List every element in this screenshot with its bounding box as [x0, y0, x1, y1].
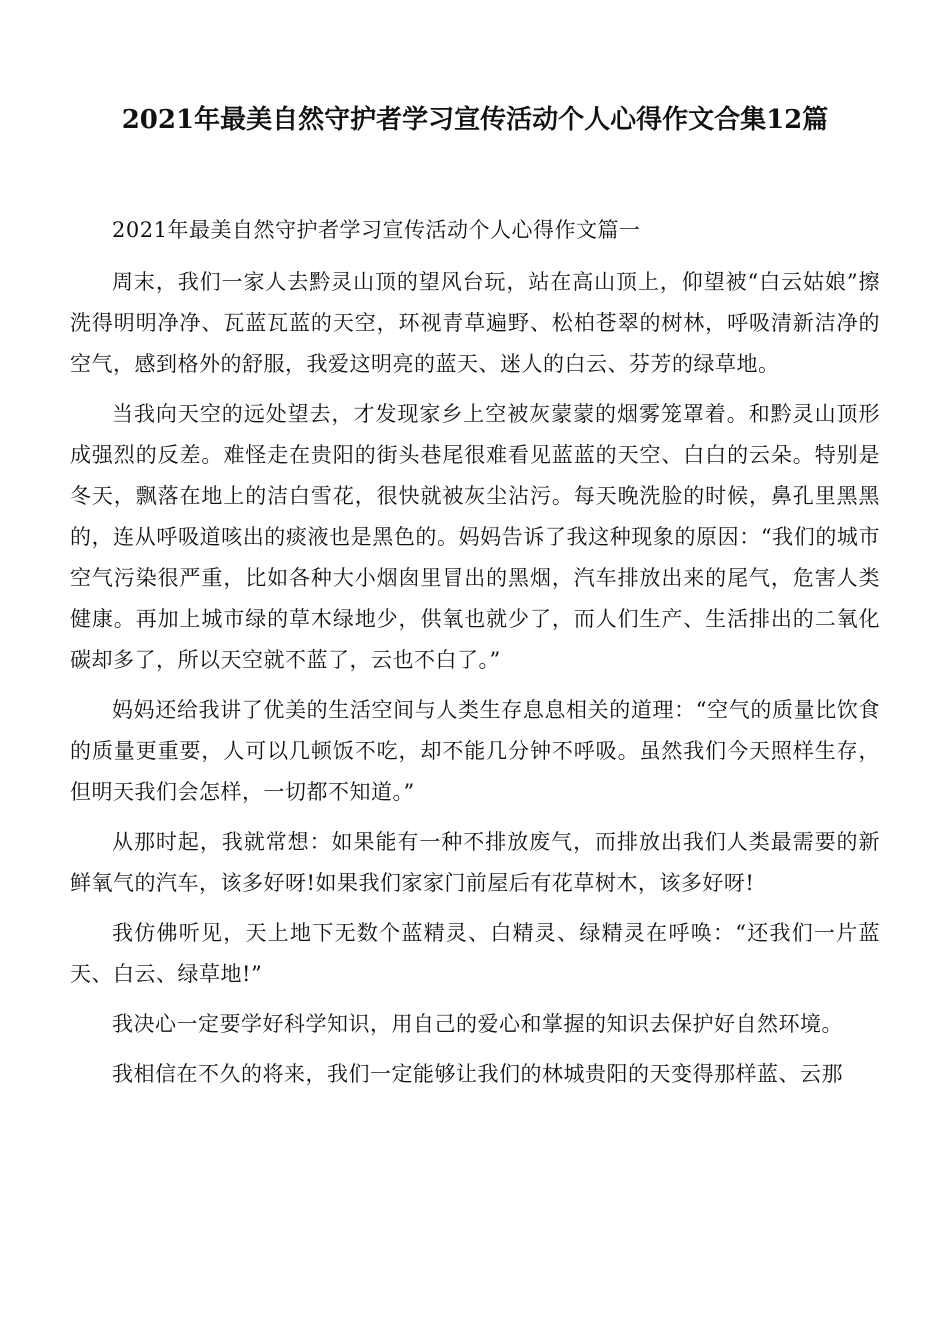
section-heading: 2021年最美自然守护者学习宣传活动个人心得作文篇一	[112, 218, 641, 242]
document-title: 2021年最美自然守护者学习宣传活动个人心得作文合集12篇	[121, 105, 829, 135]
paragraph: 我仿佛听见，天上地下无数个蓝精灵、白精灵、绿精灵在呼唤：“还我们一片蓝天、白云、绿草地!”	[70, 921, 880, 986]
paragraph: 我相信在不久的将来，我们一定能够让我们的林城贵阳的天变得那样蓝、云那	[112, 1062, 843, 1086]
paragraph: 周末，我们一家人去黔灵山顶的望风台玩，站在高山顶上，仰望被“白云姑娘”擦洗得明明净净、瓦蓝瓦蓝的天空，环视青草遍野、松柏苍翠的树林，呼吸清新洁净的空气，感到格外的舒服，我爱这明亮的蓝天、迷人的白云、芬芳的绿草地。	[70, 270, 880, 376]
paragraph: 妈妈还给我讲了优美的生活空间与人类生存息息相关的道理：“空气的质量比饮食的质量更重要，人可以几顿饭不吃，却不能几分钟不呼吸。虽然我们今天照样生存，但明天我们会怎样，一切都不知道。”	[70, 698, 880, 804]
paragraph: 从那时起，我就常想：如果能有一种不排放废气，而排放出我们人类最需要的新鲜氧气的汽车，该多好呀!如果我们家家门前屋后有花草树木，该多好呀!	[70, 830, 880, 895]
document-body	[70, 210, 880, 1104]
paragraph: 当我向天空的远处望去，才发现家乡上空被灰蒙蒙的烟雾笼罩着。和黔灵山顶形成强烈的反差。难怪走在贵阳的街头巷尾很难看见蓝蓝的天空、白白的云朵。特别是冬天，飘落在地上的洁白雪花，很快就被灰尘沾污。每天晚洗脸的时候，鼻孔里黑黑的，连从呼吸道咳出的痰液也是黑色的。妈妈告诉了我这种现象的原因：“我们的城市空气污染很严重，比如各种大小烟囱里冒出的黑烟，汽车排放出来的尾气，危害人类健康。再加上城市绿的草木绿地少，供氧也就少了，而人们生产、生活排出的二氧化碳却多了，所以天空就不蓝了，云也不白了。”	[70, 402, 880, 672]
paragraph: 我决心一定要学好科学知识，用自己的爱心和掌握的知识去保护好自然环境。	[112, 1012, 843, 1036]
